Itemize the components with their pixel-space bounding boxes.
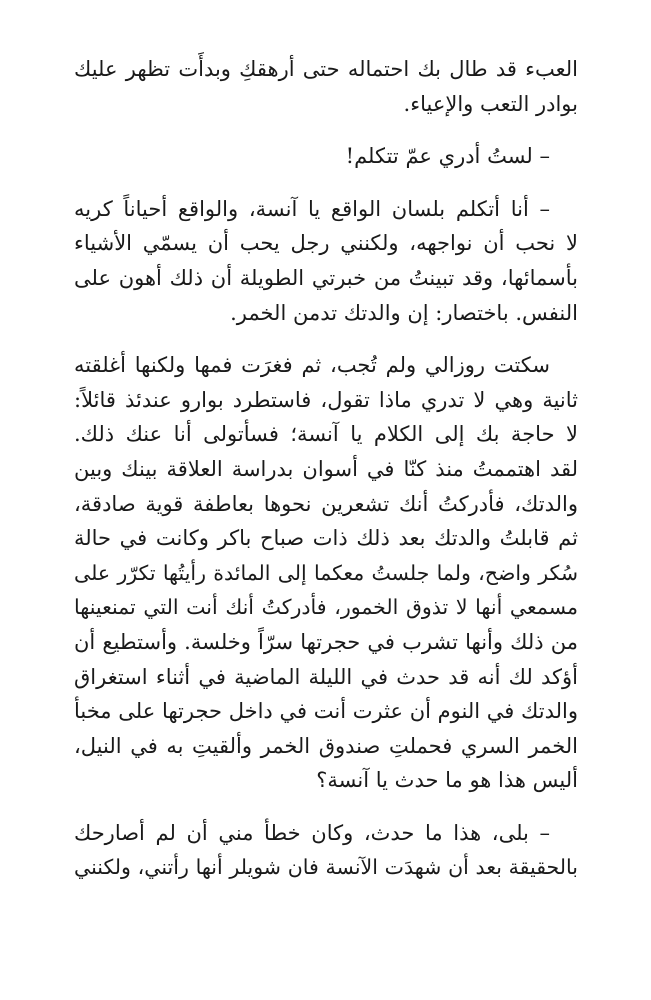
text-line: سُكر واضح، ولما جلستُ معكما إلى المائدة رأيتُها تكرّر على: [74, 560, 578, 585]
paragraph-3: [74, 192, 578, 330]
paragraph-1: [74, 52, 578, 121]
text-line: سكتت روزالي ولم تُجب، ثم فغرَت فمها ولكنها أغلقته: [74, 353, 550, 378]
paragraph-2: [74, 139, 578, 174]
text-line: – لستُ أدري عمّ تتكلم!: [345, 144, 550, 169]
text-line: لقد اهتممتُ منذ كنّا في أسوان بدراسة العلاقة بينك وبين: [74, 456, 578, 481]
text-line: النفس. باختصار: إن والدتك تدمن الخمر.: [230, 300, 578, 325]
text-line: – أنا أتكلم بلسان الواقع يا آنسة، والواقع أحياناً كريه: [74, 196, 550, 221]
text-line: مسمعي أنها لا تذوق الخمور، فأدركتُ أنك أنت التي تمنعينها: [74, 595, 578, 620]
text-line: والدتك، فأدركتُ أنك تشعرين نحوها بعاطفة قوية صادقة،: [74, 491, 578, 516]
text-line: – بلى، هذا ما حدث، وكان خطأ مني أن لم أصارحك: [74, 820, 550, 845]
text-line: والدتك في النوم أن عثرت أنت في داخل حجرتها على مخبأ: [74, 699, 578, 724]
text-line: بوادر التعب والإعياء.: [403, 91, 578, 116]
text-line: الخمر السري فحملتِ صندوق الخمر وألقيتِ به في النيل،: [74, 733, 578, 758]
text-line: لا حاجة بك إلى الكلام يا آنسة؛ فسأتولى أنا عنك ذلك.: [74, 422, 578, 447]
text-line: بأسمائها، وقد تبينتُ من خبرتي الطويلة أن ذلك أهون على: [74, 265, 578, 290]
text-line: ثانية وهي لا تدري ماذا تقول، فاستطرد بوارو عندئذ قائلاً:: [74, 387, 578, 412]
text-line: ثم قابلتُ والدتك بعد ذلك ذات صباح باكر وكانت في حالة: [74, 526, 578, 551]
text-line: أؤكد لك أنه قد حدث في الليلة الماضية في أثناء استغراق: [74, 664, 578, 689]
text-line: من ذلك وأنها تشرب في حجرتها سرّاً وخلسة. وأستطيع أن: [74, 629, 578, 654]
text-line: بالحقيقة بعد أن شهدَت الآنسة فان شويلر أنها رأتني، ولكنني: [74, 855, 578, 880]
paragraph-5: [74, 816, 578, 885]
text-line: العبء قد طال بك احتماله حتى أرهقكِ وبدأَت تظهر عليك: [74, 57, 578, 81]
text-line: أليس هذا هو ما حدث يا آنسة؟: [316, 768, 578, 793]
text-line: لا نحب أن نواجهه، ولكنني رجل يحب أن يسمّي الأشياء: [74, 231, 578, 256]
paragraph-4: [74, 348, 578, 798]
book-page: [74, 52, 578, 903]
